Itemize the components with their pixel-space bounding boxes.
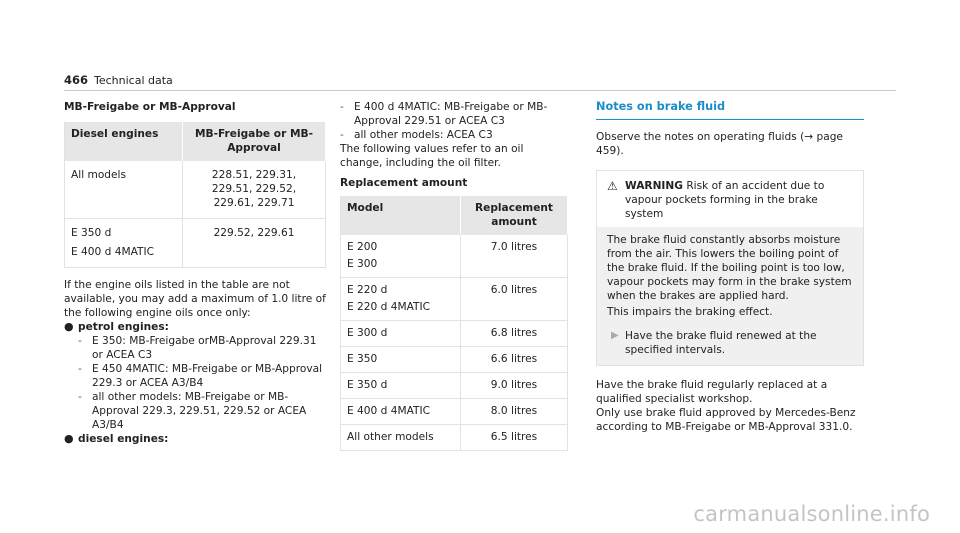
column-1 [64, 100, 326, 446]
action-arrow-icon: ▶ [611, 330, 619, 341]
replacement-value: 6.5 litres [461, 425, 568, 451]
page-number: 466 [64, 73, 89, 87]
replacement-value: 6.0 litres [461, 278, 568, 321]
warning-paragraph: The brake fluid constantly absorbs moisture from the air. This lowers the boiling point of the brake fluid. If the boiling point is too low, vapour pockets may form in the brake system when the brakes are applied hard. [607, 234, 852, 302]
table-row [341, 235, 568, 278]
model-name: E 220 d 4MATIC [347, 301, 431, 313]
dash-icon: - [78, 391, 82, 403]
list-item [64, 334, 326, 362]
table-header-cell: Diesel engines [65, 122, 183, 161]
table-row [341, 373, 568, 399]
list-item [64, 320, 326, 334]
table-header-cell: Replacement amount [461, 196, 568, 235]
bullet-label: petrol engines: [78, 321, 169, 333]
model-name: E 400 d 4MATIC [341, 399, 461, 425]
table-cell [341, 278, 461, 321]
table-cell [65, 219, 183, 268]
table-cell [341, 235, 461, 278]
replacement-value: 6.8 litres [461, 321, 568, 347]
model-name: E 220 d [347, 284, 388, 296]
dash-icon: - [340, 101, 344, 113]
bullet-icon: ● [64, 320, 74, 333]
list-item [64, 390, 326, 432]
warning-label: WARNING [625, 180, 683, 192]
brake-fluid-title: Notes on brake fluid [596, 100, 726, 113]
approval-heading: MB-Freigabe or MB-Approval [64, 101, 236, 113]
table-row [341, 347, 568, 373]
table-row [341, 399, 568, 425]
model-name: E 400 d 4MATIC [71, 246, 155, 258]
section-title: Technical data [94, 74, 173, 87]
table-row [341, 425, 568, 451]
page-header [64, 73, 173, 89]
replacement-paragraph: Have the brake fluid regularly replaced at a qualified specialist workshop. [596, 379, 828, 405]
model-name: E 300 [347, 258, 378, 270]
table-header-cell: MB-Freigabe or MB-Approval [183, 122, 326, 161]
oil-top-up-paragraph: If the engine oils listed in the table are not available, you may add a maximum of 1.0 litre of the following engine oils once only: [64, 279, 326, 319]
list-item [64, 362, 326, 390]
action-text: Have the brake fluid renewed at the specified intervals. [625, 330, 817, 356]
oil-change-paragraph: The following values refer to an oil change, including the oil filter. [340, 143, 524, 169]
column-3 [596, 100, 864, 434]
header-divider [64, 90, 896, 91]
table-row [341, 278, 568, 321]
replacement-table [340, 196, 568, 451]
warning-paragraph: This impairs the braking effect. [607, 306, 773, 318]
model-name: All other models [341, 425, 461, 451]
replacement-value: 7.0 litres [461, 235, 568, 278]
intro-paragraph: Observe the notes on operating fluids (→ page 459). [596, 131, 843, 157]
list-item-text: E 450 4MATIC: MB-Freigabe or MB-Approval 229.3 or ACEA A3/B4 [92, 363, 323, 389]
list-item [340, 100, 568, 128]
model-name: All models [71, 169, 127, 181]
approval-table [64, 122, 326, 268]
list-item-text: E 350: MB-Freigabe orMB-Approval 229.31 or ACEA C3 [92, 335, 317, 361]
approval-paragraph: Only use brake fluid approved by Mercedes-Benz according to MB-Freigabe or MB-Approval 331.0. [596, 407, 856, 433]
warning-message: Risk of an accident due to vapour pockets forming in the brake system [625, 180, 825, 220]
model-name: E 200 [347, 241, 378, 253]
warning-triangle-icon: ⚠ [607, 179, 618, 193]
list-item-text: all other models: ACEA C3 [354, 129, 493, 141]
table-cell [183, 219, 326, 268]
table-cell [183, 161, 326, 219]
model-name: E 350 d [341, 373, 461, 399]
table-header-cell: Model [341, 196, 461, 235]
table-header-row [341, 196, 568, 235]
warning-body [597, 227, 863, 365]
approval-value: 228.51, 229.31, 229.51, 229.52, 229.61, 229.71 [211, 169, 297, 209]
replacement-value: 9.0 litres [461, 373, 568, 399]
list-item [64, 432, 326, 446]
replacement-value: 6.6 litres [461, 347, 568, 373]
model-name: E 350 [341, 347, 461, 373]
model-name: E 350 d [71, 227, 112, 239]
warning-text [625, 179, 855, 221]
title-divider [596, 119, 864, 120]
table-header-row [65, 122, 326, 161]
warning-header [597, 171, 863, 227]
approval-value: 229.52, 229.61 [213, 227, 295, 239]
column-2 [340, 100, 568, 451]
dash-icon: - [340, 129, 344, 141]
watermark: carmanualsonline.info [693, 502, 930, 526]
bullet-label: diesel engines: [78, 433, 169, 445]
replacement-value: 8.0 litres [461, 399, 568, 425]
dash-icon: - [78, 335, 82, 347]
replacement-heading: Replacement amount [340, 177, 468, 189]
bullet-icon: ● [64, 432, 74, 445]
warning-box [596, 170, 864, 366]
dash-icon: - [78, 363, 82, 375]
model-name: E 300 d [341, 321, 461, 347]
list-item-text: all other models: MB-Freigabe or MB-Approval 229.3, 229.51, 229.52 or ACEA A3/B4 [92, 391, 307, 431]
table-row [65, 161, 326, 219]
table-row [65, 219, 326, 268]
list-item-text: E 400 d 4MATIC: MB-Freigabe or MB-Approval 229.51 or ACEA C3 [354, 101, 548, 127]
list-item [340, 128, 568, 142]
table-cell [65, 161, 183, 219]
action-step [607, 329, 853, 357]
table-row [341, 321, 568, 347]
